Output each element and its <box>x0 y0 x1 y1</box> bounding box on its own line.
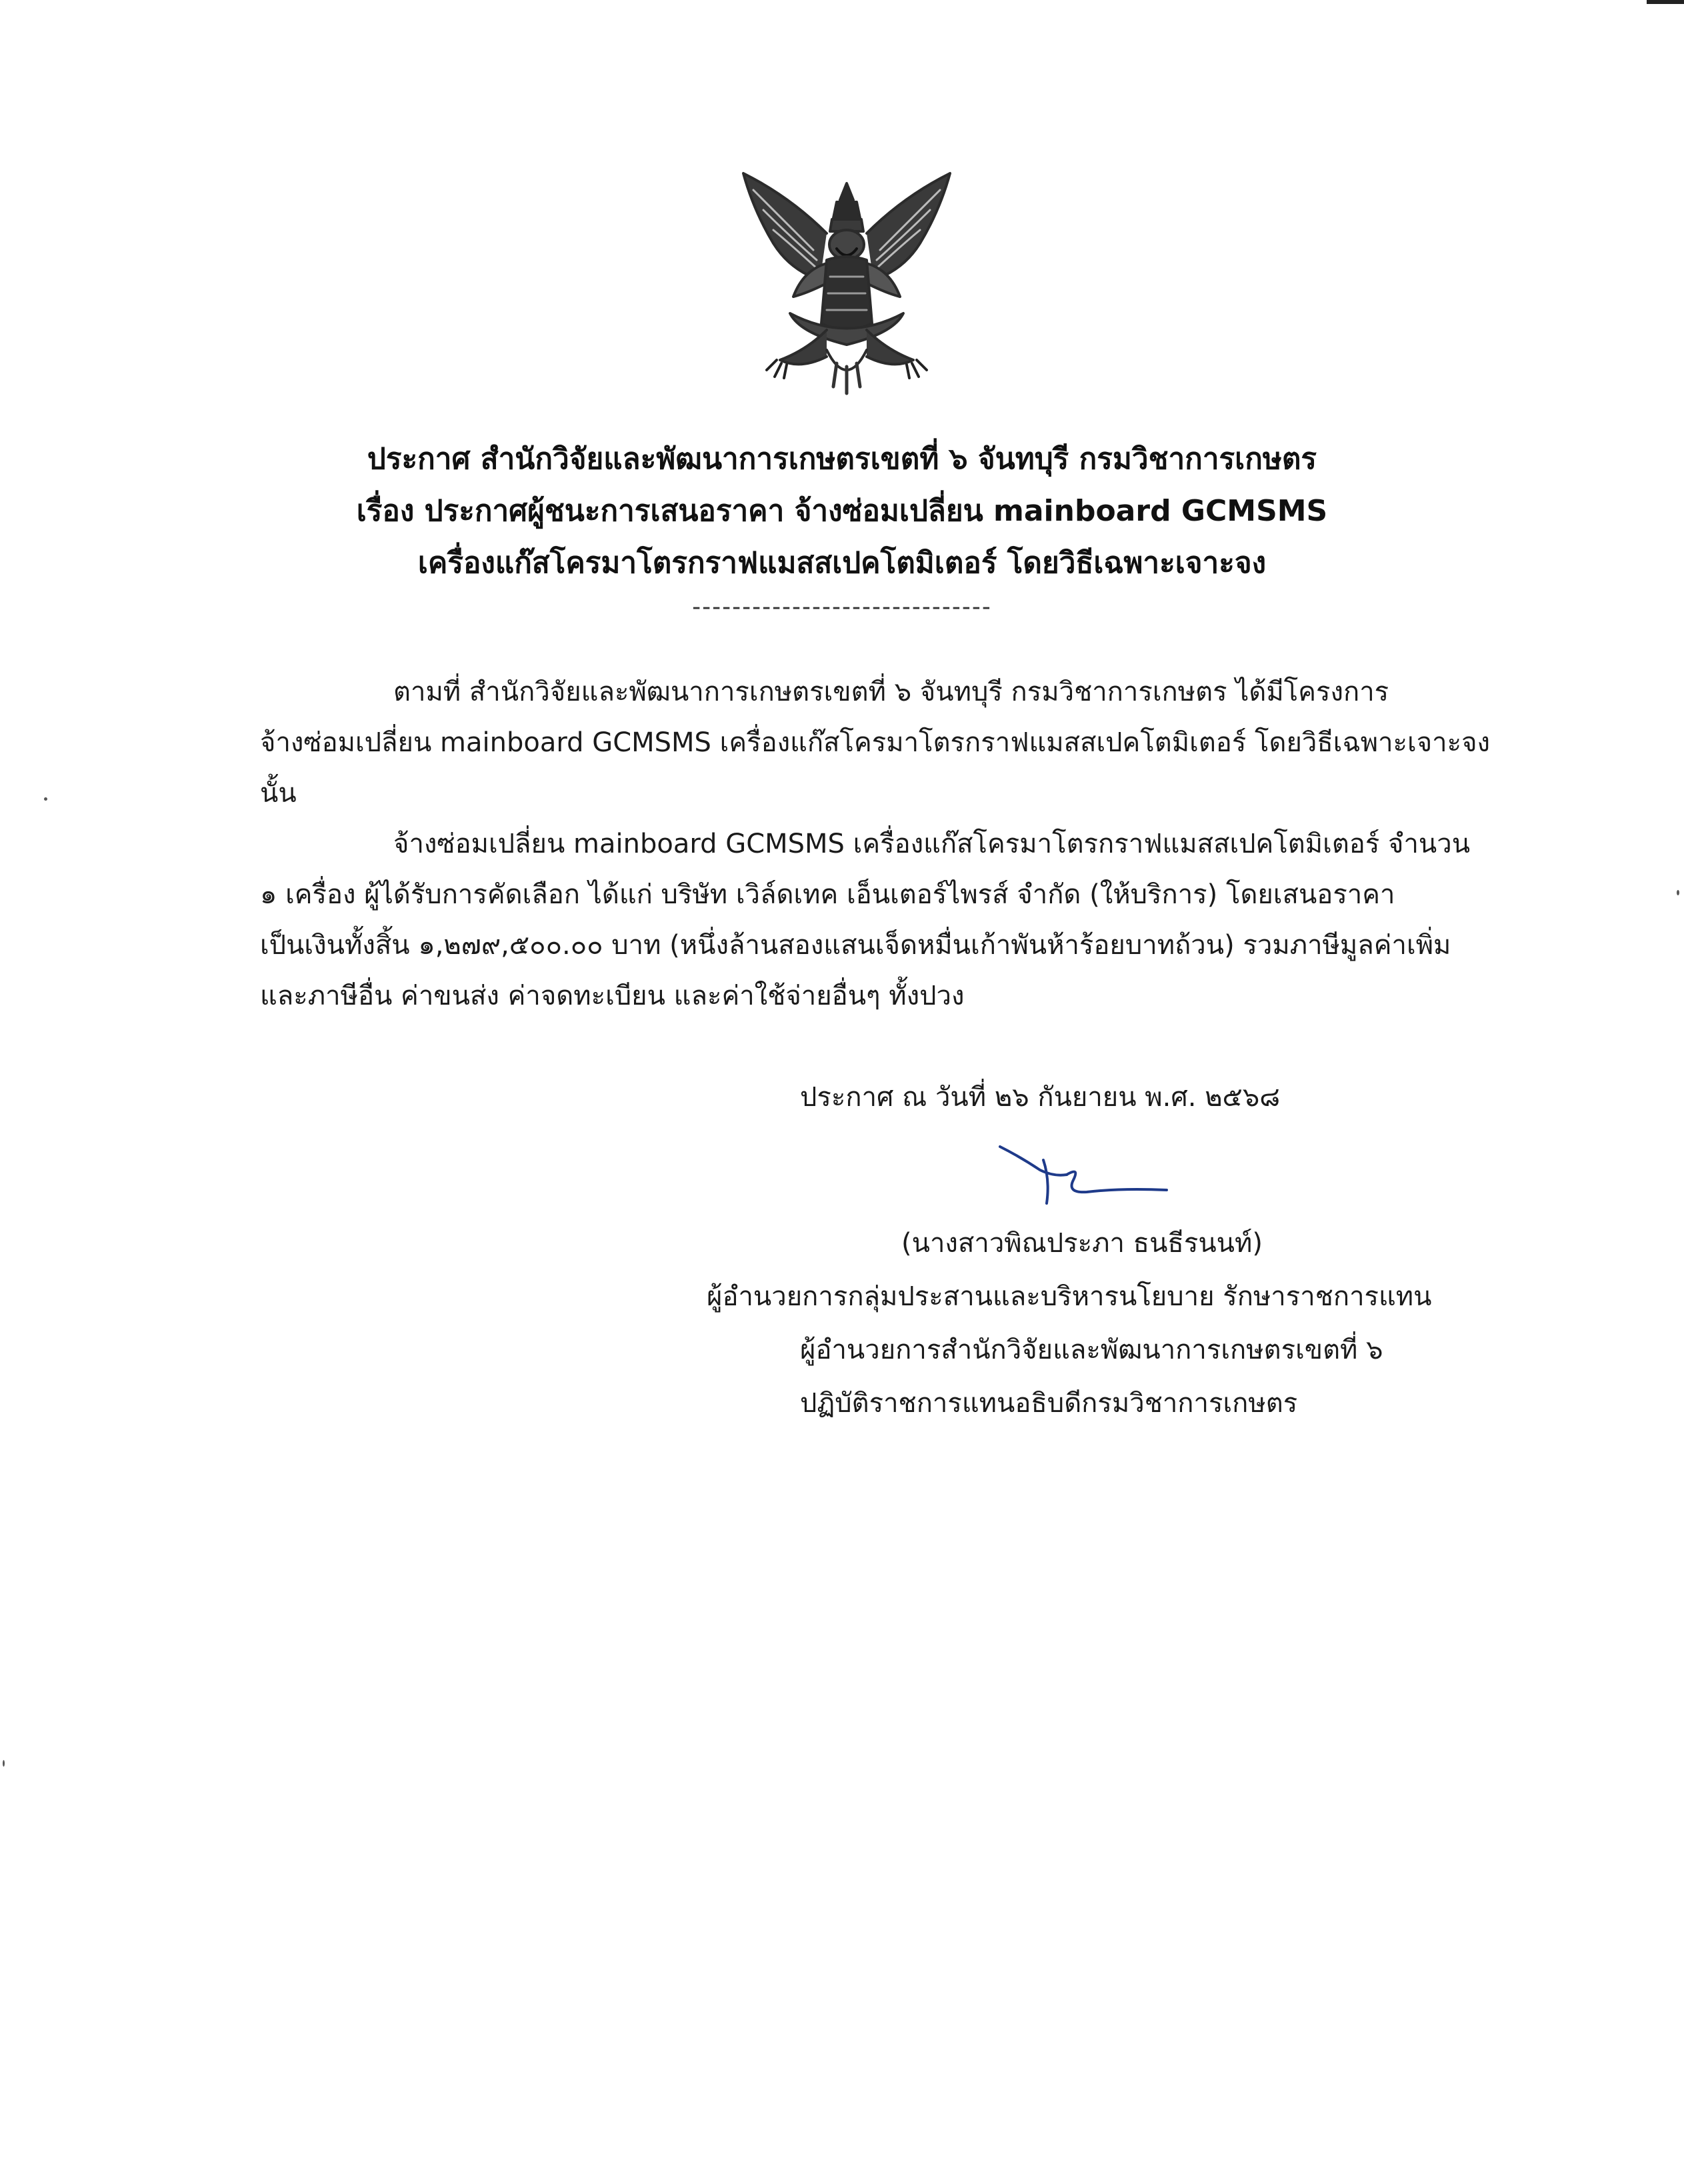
para1-line-3: นั้น <box>260 778 297 809</box>
signer-name: (นางสาวพิณประภา ธนธีรนนท์) <box>901 1228 1263 1259</box>
title-line-3: เครื่องแก๊สโครมาโตรกราฟแมสสเปคโตมิเตอร์ โดยวิธีเฉพาะเจาะจง <box>417 546 1267 580</box>
para2-line-2: ๑ เครื่อง ผู้ได้รับการคัดเลือก ได้แก่ บริษัท เวิล์ดเทค เอ็นเตอร์ไพรส์ จำกัด (ให้บริการ) โดยเสนอราคา <box>260 879 1395 910</box>
signer-position-1: ผู้อำนวยการกลุ่มประสานและบริหารนโยบาย รักษาราชการแทน <box>707 1281 1432 1312</box>
signer-position-3: ปฏิบัติราชการแทนอธิบดีกรมวิชาการเกษตร <box>800 1388 1298 1419</box>
title-line-2: เรื่อง ประกาศผู้ชนะการเสนอราคา จ้างซ่อมเปลี่ยน mainboard GCMSMS <box>356 494 1328 528</box>
announcement-title <box>0 433 1684 589</box>
para2-line-1: จ้างซ่อมเปลี่ยน mainboard GCMSMS เครื่องแก๊สโครมาโตรกราฟแมสสเปคโตมิเตอร์ จำนวน <box>393 829 1471 859</box>
garuda-emblem-icon <box>727 170 967 397</box>
para2-line-3: เป็นเงินทั้งสิ้น ๑,๒๗๙,๕๐๐.๐๐ บาท (หนึ่งล้านสองแสนเจ็ดหมื่นเก้าพันห้าร้อยบาทถ้วน) รวมภาษีมูลค่าเพิ่ม <box>260 930 1451 961</box>
para1-line-1: ตามที่ สำนักวิจัยและพัฒนาการเกษตรเขตที่ ๖ จันทบุรี กรมวิชาการเกษตร ได้มีโครงการ <box>393 677 1389 707</box>
scan-speck <box>44 797 47 801</box>
paragraph-project <box>260 667 1507 819</box>
handwritten-signature-icon <box>993 1140 1173 1213</box>
paragraph-winner <box>260 819 1507 1021</box>
scan-speck <box>1677 890 1679 895</box>
scan-speck <box>3 1760 5 1767</box>
scan-edge-mark <box>1647 0 1684 4</box>
para2-line-4: และภาษีอื่น ค่าขนส่ง ค่าจดทะเบียน และค่าใช้จ่ายอื่นๆ ทั้งปวง <box>260 981 965 1011</box>
para1-line-2: จ้างซ่อมเปลี่ยน mainboard GCMSMS เครื่องแก๊สโครมาโตรกราฟแมสสเปคโตมิเตอร์ โดยวิธีเฉพาะเจาะจง <box>260 727 1491 758</box>
title-line-1: ประกาศ สำนักวิจัยและพัฒนาการเกษตรเขตที่ ๖ จันทบุรี กรมวิชาการเกษตร <box>367 442 1317 476</box>
signer-position-2: ผู้อำนวยการสำนักวิจัยและพัฒนาการเกษตรเขตที่ ๖ <box>800 1335 1383 1365</box>
title-divider: ------------------------------ <box>692 593 992 621</box>
announcement-date: ประกาศ ณ วันที่ ๒๖ กันยายน พ.ศ. ๒๕๖๘ <box>800 1082 1281 1113</box>
